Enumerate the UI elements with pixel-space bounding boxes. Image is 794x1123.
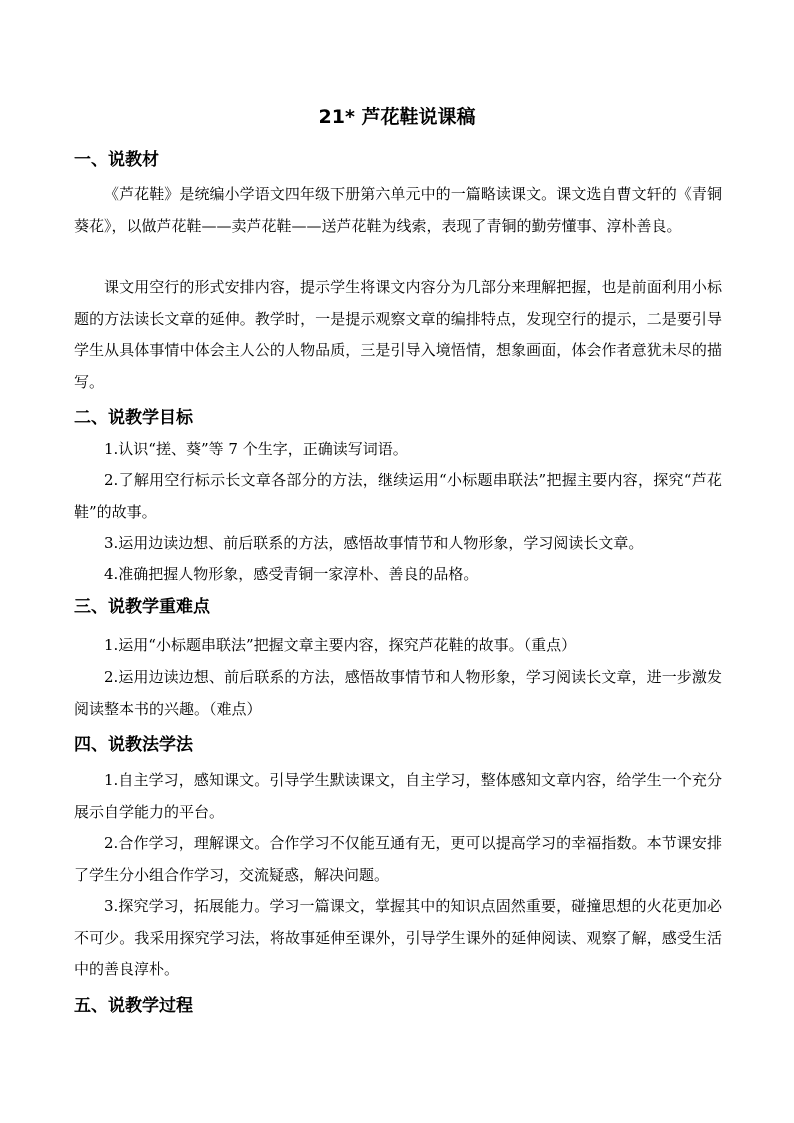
- paragraph: 3.探究学习，拓展能力。学习一篇课文，掌握其中的知识点固然重要，碰撞思想的火花更加必不可少。我采用探究学习法，将故事延伸至课外，引导学生课外的延伸阅读、观察了解，感受生活中的善良淳朴。: [74, 897, 722, 978]
- document-title: 21* 芦花鞋说课稿: [318, 106, 476, 128]
- paragraph: 3.运用边读边想、前后联系的方法，感悟故事情节和人物形象，学习阅读长文章。: [104, 534, 644, 552]
- paragraph: 1.认识“搓、葵”等 7 个生字，正确读写词语。: [104, 440, 408, 458]
- paragraph: 2.运用边读边想、前后联系的方法，感悟故事情节和人物形象，学习阅读长文章，进一步激发阅读整本书的兴趣。（难点）: [74, 668, 722, 718]
- paragraph: 1.运用“小标题串联法”把握文章主要内容，探究芦花鞋的故事。（重点）: [104, 636, 577, 654]
- section-heading-textbook: 一、说教材: [74, 150, 159, 170]
- paragraph: 2.合作学习，理解课文。合作学习不仅能互通有无，更可以提高学习的幸福指数。本节课安排了学生分小组合作学习，交流疑惑，解决问题。: [74, 834, 722, 884]
- section-heading-teaching-goals: 二、说教学目标: [74, 408, 193, 428]
- paragraph: 《芦花鞋》是统编小学语文四年级下册第六单元中的一篇略读课文。课文选自曹文轩的《青铜葵花》，以做芦花鞋——卖芦花鞋——送芦花鞋为线索，表现了青铜的勤劳懂事、淳朴善良。: [74, 185, 722, 235]
- paragraph: 课文用空行的形式安排内容，提示学生将课文内容分为几部分来理解把握，也是前面利用小标题的方法读长文章的延伸。教学时，一是提示观察文章的编排特点，发现空行的提示，二是要引导学生从具体事情中体会主人公的人物品质，三是引导入境悟情，想象画面，体会作者意犹未尽的描写。: [74, 278, 722, 391]
- paragraph: 2.了解用空行标示长文章各部分的方法，继续运用“小标题串联法”把握主要内容，探究“芦花鞋”的故事。: [74, 471, 722, 521]
- section-heading-methods: 四、说教法学法: [74, 735, 193, 755]
- paragraph: 4.准确把握人物形象，感受青铜一家淳朴、善良的品格。: [104, 565, 479, 583]
- section-heading-key-points: 三、说教学重难点: [74, 597, 210, 617]
- paragraph: 1.自主学习，感知课文。引导学生默读课文，自主学习，整体感知文章内容，给学生一个充分展示自学能力的平台。: [74, 771, 722, 821]
- section-heading-process: 五、说教学过程: [74, 996, 193, 1016]
